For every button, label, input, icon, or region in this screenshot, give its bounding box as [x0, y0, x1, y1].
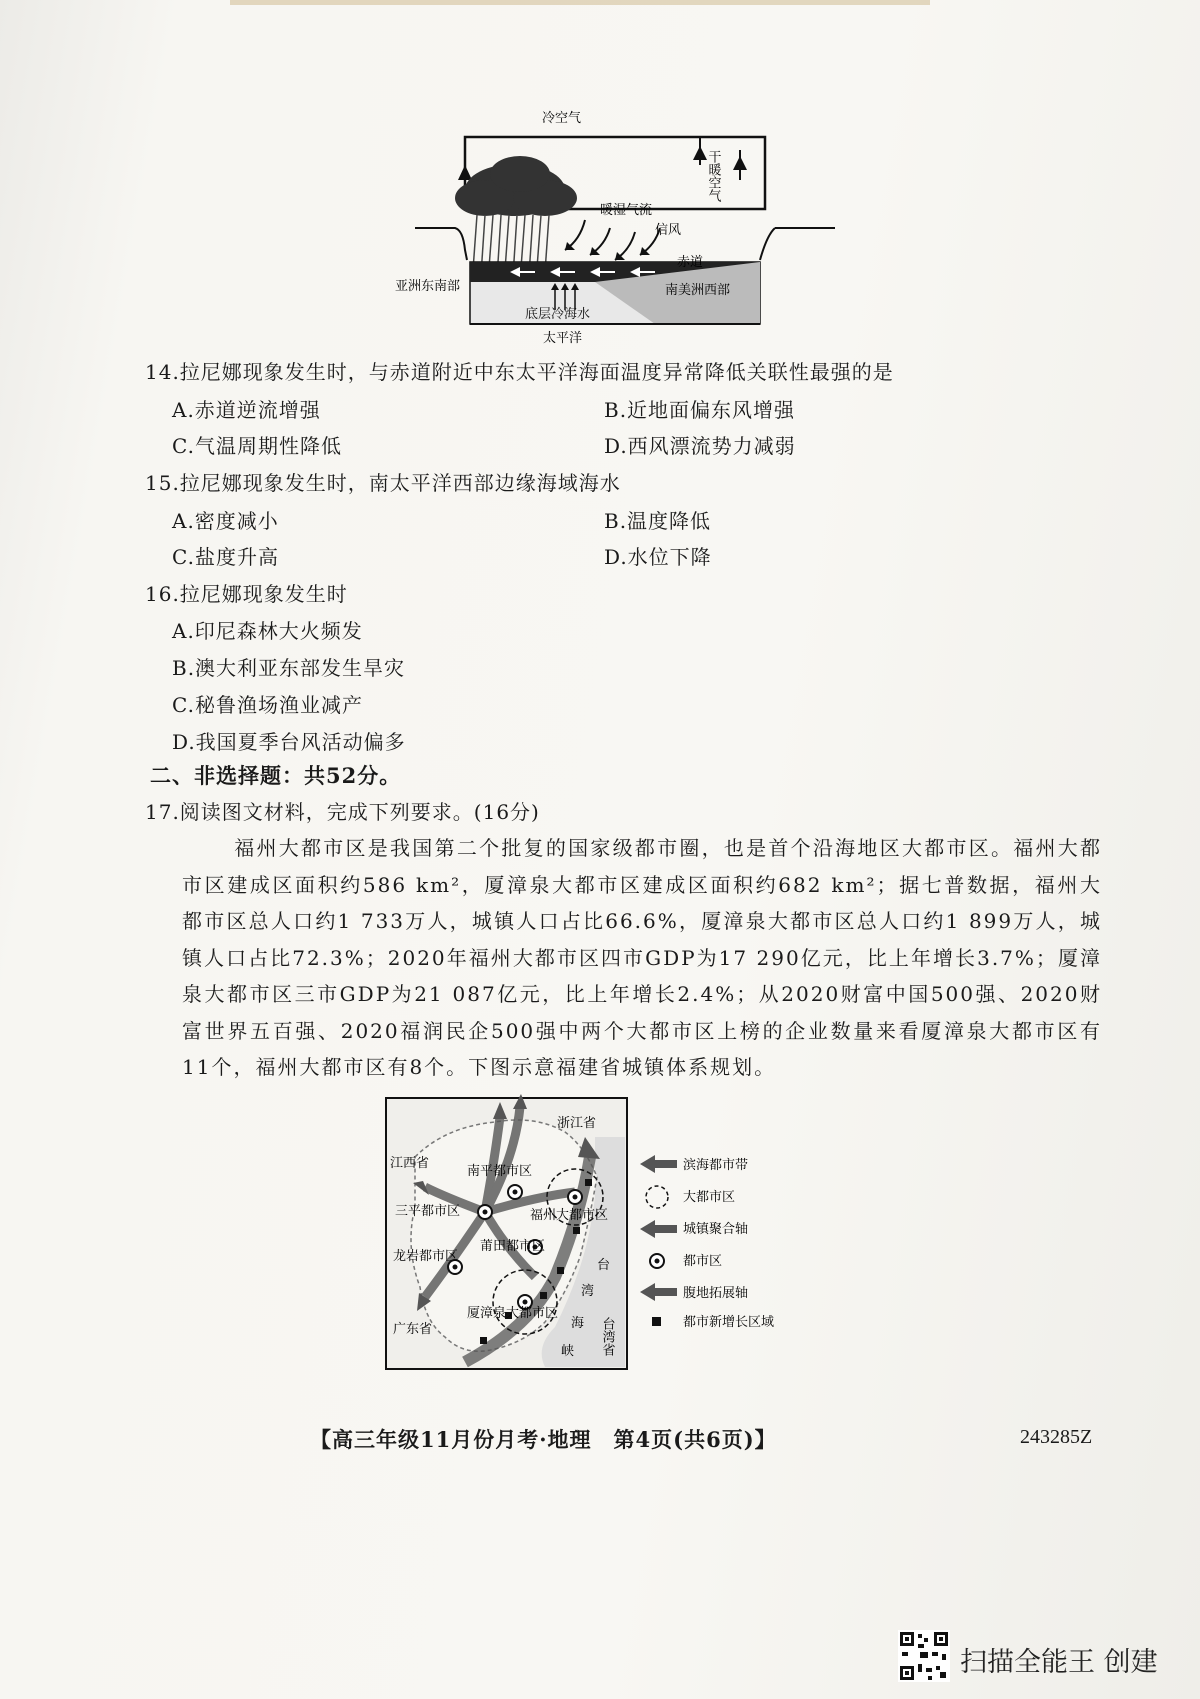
q14-option-b[interactable]: B.近地面偏东风增强 — [604, 398, 796, 422]
question-16: 16.拉尼娜现象发生时 — [145, 582, 348, 606]
question-15: 15.拉尼娜现象发生时，南太平洋西部边缘海域海水 — [145, 471, 621, 495]
q16-option-b[interactable]: B.澳大利亚东部发生旱灾 — [172, 656, 406, 680]
q14-option-d[interactable]: D.西风漂流势力减弱 — [604, 434, 796, 458]
scanner-watermark: 扫描全能王 创建 — [960, 1647, 1158, 1678]
q17-material-paragraph — [182, 830, 1102, 1086]
question-17: 17.阅读图文材料，完成下列要求。(16分) — [145, 800, 540, 824]
map-label-taiwan-strait-1: 台 — [597, 1258, 611, 1273]
map-label-taiwan-strait-2: 湾 — [581, 1284, 595, 1299]
map-label-xiazhangquan: 厦漳泉大都市区 — [467, 1306, 559, 1321]
map-label-sanping: 三平都市区 — [395, 1204, 461, 1219]
legend-urban-axis: 城镇聚合轴 — [683, 1222, 749, 1237]
label-warm-wet-flow: 暖湿气流 — [600, 203, 653, 218]
map-label-fuzhou: 福州大都市区 — [530, 1208, 609, 1223]
q16-option-c[interactable]: C.秘鲁渔场渔业减产 — [172, 693, 363, 717]
page-footer: 【高三年级11月份月考·地理 第4页(共6页)】 — [310, 1427, 777, 1452]
q17-paragraph-text: 福州大都市区是我国第二个批复的国家级都市圈，也是首个沿海地区大都市区。福州大都市区建成区面积约586 km²，厦漳泉大都市区建成区面积约682 km²；据七普数据，福州大都市区总人口约1 733万人，城镇人口占比66.6%，厦漳泉大都市区总人口约1 899万人，城镇人口占比72.3%；2020年福州大都市区四市GDP为17 290亿元，比上年增长3.7%；厦漳泉大都市区三市GDP为21 087亿元，比上年增长2.4%；从2020财富中国500强、2020财富世界五百强、2020福润民企500强中两个大都市区上榜的企业数量来看厦漳泉大都市区有11个，福州大都市区有8个。下图示意福建省城镇体系规划。 — [182, 836, 1102, 1079]
map-label-taiwan-strait-4: 峡 — [561, 1344, 575, 1359]
map-label-longyan: 龙岩都市区 — [393, 1249, 459, 1264]
la-nina-diagram — [395, 110, 835, 380]
q15-option-d[interactable]: D.水位下降 — [604, 545, 712, 569]
map-legend — [640, 1155, 774, 1330]
question-14: 14.拉尼娜现象发生时，与赤道附近中东太平洋海面温度异常降低关联性最强的是 — [145, 360, 894, 384]
legend-coastal-belt: 滨海都市带 — [683, 1158, 749, 1173]
label-asia-se: 亚洲东南部 — [395, 279, 461, 294]
q16-option-a[interactable]: A.印尼森林大火频发 — [172, 619, 363, 643]
qr-code-icon — [898, 1630, 950, 1682]
q15-option-c[interactable]: C.盐度升高 — [172, 545, 279, 569]
map-label-taiwan-province: 台湾省 — [599, 1317, 615, 1356]
legend-new-growth: 都市新增长区域 — [683, 1315, 775, 1330]
q14-option-c[interactable]: C.气温周期性降低 — [172, 434, 342, 458]
label-sa-west: 南美洲西部 — [665, 283, 731, 298]
rain-cloud — [455, 156, 577, 216]
q14-option-a[interactable]: A.赤道逆流增强 — [172, 398, 321, 422]
map-label-taiwan-strait-3: 海 — [571, 1316, 585, 1331]
legend-hinterland-axis: 腹地拓展轴 — [683, 1286, 749, 1301]
exam-code: 243285Z — [1020, 1426, 1093, 1448]
fujian-urban-map — [385, 1097, 815, 1370]
section-heading: 二、非选择题：共52分。 — [150, 763, 402, 788]
q15-option-a[interactable]: A.密度减小 — [172, 509, 279, 533]
q16-option-d[interactable]: D.我国夏季台风活动偏多 — [172, 730, 406, 754]
q15-option-b[interactable]: B.温度降低 — [604, 509, 712, 533]
legend-metro-area: 大都市区 — [683, 1190, 736, 1205]
map-label-jiangxi: 江西省 — [390, 1156, 430, 1171]
label-equator: 赤道 — [677, 255, 704, 270]
map-label-putian: 莆田都市区 — [480, 1239, 546, 1254]
map-label-nanping: 南平都市区 — [467, 1164, 533, 1179]
label-dry-warm-air: 干暖空气 — [705, 150, 721, 202]
label-pacific: 太平洋 — [543, 331, 583, 346]
legend-city-area: 都市区 — [683, 1254, 723, 1269]
label-cold-air: 冷空气 — [542, 111, 582, 126]
top-edge — [230, 0, 930, 5]
map-label-guangdong: 广东省 — [393, 1322, 433, 1337]
label-deep-cold-water: 底层冷海水 — [525, 307, 591, 322]
map-label-zhejiang: 浙江省 — [557, 1116, 597, 1131]
label-trade-wind: 信风 — [655, 223, 682, 238]
